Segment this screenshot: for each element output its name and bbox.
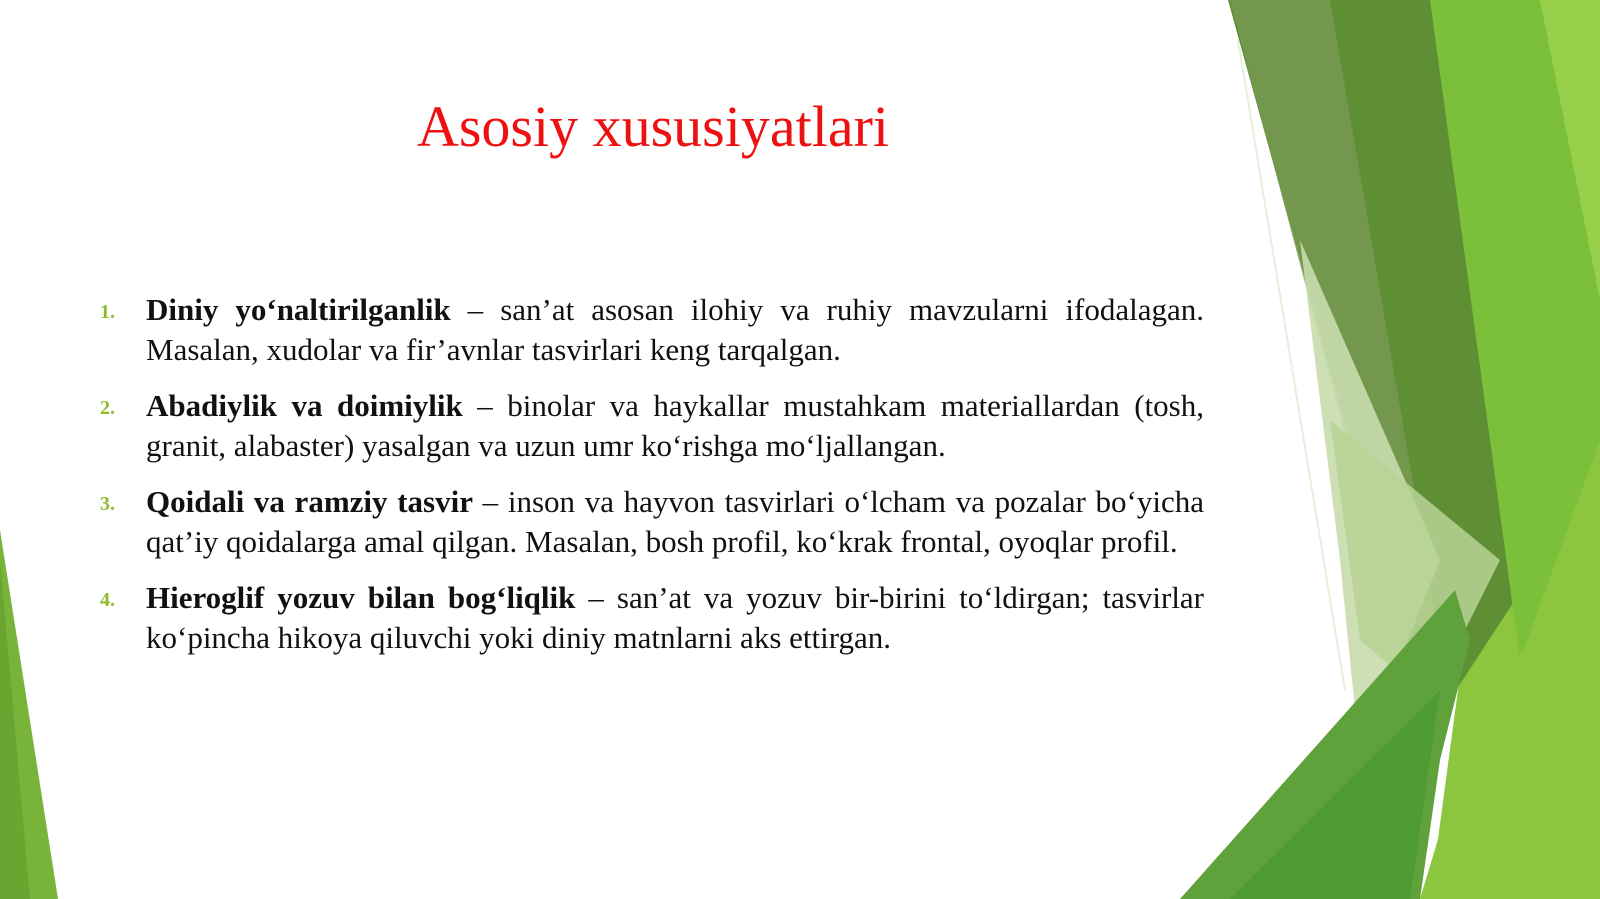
list-number: 1. bbox=[100, 301, 115, 323]
list-item-text: – binolar va haykallar mustahkam materiallardan (tosh, granit, alabaster) yasalgan va uzun umr ko‘rishga mo‘ljallangan. bbox=[146, 388, 1204, 463]
list-item-text: – san’at va yozuv bir-birini to‘ldirgan; tasvirlar ko‘pincha hikoya qiluvchi yoki diniy matnlarni aks ettirgan. bbox=[146, 580, 1205, 655]
list-item-term: Hieroglif yozuv bilan bog‘liqlik bbox=[146, 580, 576, 615]
list-item bbox=[100, 290, 1204, 370]
list-item-term: Diniy yo‘naltirilganlik bbox=[146, 292, 451, 327]
list-number: 2. bbox=[100, 397, 115, 419]
list-item bbox=[100, 578, 1204, 658]
slide-title: Asosiy xususiyatlari bbox=[416, 94, 890, 159]
list-item-term: Abadiylik va doimiylik bbox=[146, 388, 463, 423]
list-item bbox=[100, 386, 1204, 466]
list-item-term: Qoidali va ramziy tasvir bbox=[146, 484, 473, 519]
list-number: 4. bbox=[100, 589, 115, 611]
list-item-text: – inson va hayvon tasvirlari o‘lcham va pozalar bo‘yicha qat’iy qoidalarga amal qilgan. Masalan, bosh profil, ko‘krak frontal, oyoqlar profil. bbox=[146, 484, 1205, 559]
numbered-list bbox=[100, 290, 1204, 674]
list-item-text: – san’at asosan ilohiy va ruhiy mavzularni ifodalagan. Masalan, xudolar va fir’avnlar tasvirlari keng tarqalgan. bbox=[146, 292, 1204, 367]
list-item bbox=[100, 482, 1204, 562]
list-number: 3. bbox=[100, 493, 115, 515]
